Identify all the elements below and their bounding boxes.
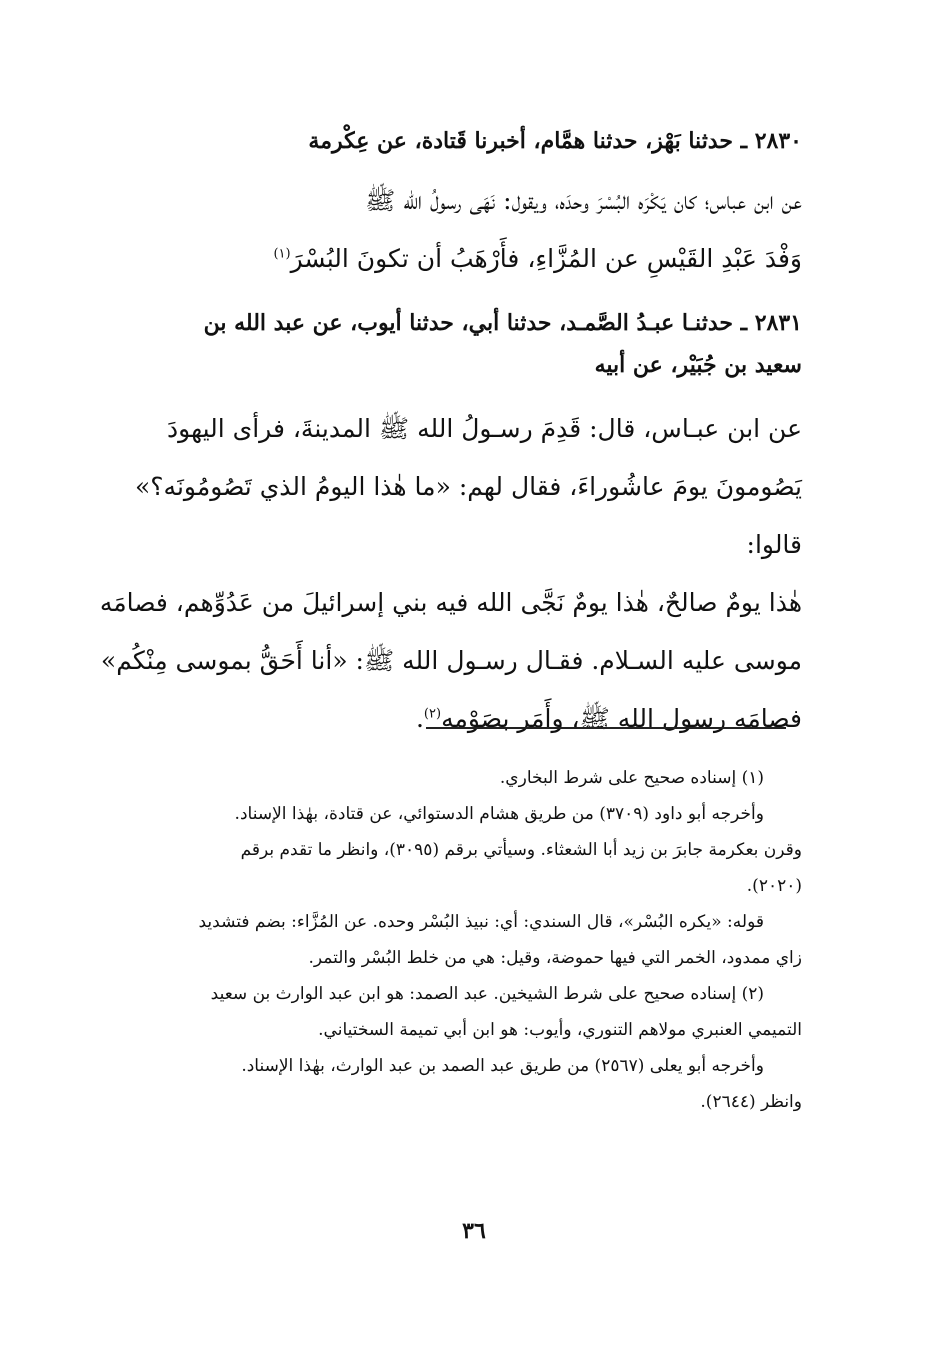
footnote-1-line-1: (١) إسناده صحيح على شرط البخاري.	[499, 768, 764, 788]
footnote-2-line-1: (٢) إسناده صحيح على شرط الشيخين. عبد الصمد: هو ابن عبد الوارث بن سعيد	[210, 984, 764, 1004]
hadith-2831-matn-line-2: يَصُومونَ يومَ عاشُوراءَ، فقال لهم: «ما هٰذا اليومُ الذي تَصُومُونَه؟» قالوا:	[134, 472, 802, 559]
page-number: ٣٦	[462, 1218, 486, 1244]
footnote-1-line-3: وقرن بعكرمة جابرَ بن زيد أبا الشعثاء. وسيأتي برقم (٣٠٩٥)، وانظر ما تقدم برقم	[240, 840, 802, 860]
footnote-2-line-4: وانظر (٢٦٤٤).	[700, 1092, 802, 1112]
footnote-ref-2: (٢)	[423, 706, 442, 722]
footnote-ref-1: (١)	[273, 246, 291, 262]
footnote-1-line-2: وأخرجه أبو داود (٣٧٠٩) من طريق هشام الدستوائي، عن قتادة، بهٰذا الإسناد.	[234, 804, 764, 824]
footnote-1-line-5: قوله: «يكره البُسْر»، قال السندي: أي: نبيذ البُسْر وحده. عن المُزَّاء: بضم فتشديد	[198, 912, 764, 932]
end-mark: .	[415, 704, 424, 733]
hadith-2831-matn-line-3: هٰذا يومٌ صالحٌ، هٰذا يومٌ نَجَّى الله فيه بني إسرائيلَ من عَدُوِّهم، فصامَه	[99, 588, 802, 617]
hadith-2831-isnad-line-2: سعيد بن جُبَيْر، عن أبيه	[594, 352, 802, 378]
hadith-2830-isnad: ٢٨٣٠ ـ حدثنا بَهْز، حدثنا همَّام، أخبرنا قَتادة، عن عِكْرمة	[308, 128, 802, 154]
hadith-2831-matn-line-5-text: فصامَه رسول الله ﷺ، وأَمَر بصَوْمه	[441, 704, 802, 733]
footnote-2-line-2: التميمي العنبري مولاهم التنوري، وأيوب: هو ابن أبي تميمة السختياني.	[318, 1020, 802, 1040]
main-text	[90, 120, 802, 748]
footnotes	[90, 760, 802, 1120]
footnote-separator	[426, 727, 786, 729]
hadith-2831-matn-line-5	[90, 690, 802, 748]
footnote-2-line-3: وأخرجه أبو يعلى (٢٥٦٧) من طريق عبد الصمد بن عبد الوارث، بهٰذا الإسناد.	[241, 1056, 764, 1076]
hadith-2831-isnad-line-1: ٢٨٣١ ـ حدثنـا عبـدُ الصَّمـد، حدثنا أبي، حدثنا أيوب، عن عبد الله بن	[203, 310, 802, 336]
footnote-1-line-6: زاي ممدود، الخمر التي فيها حموضة، وقيل: هي من خلط البُسْر والتمر.	[308, 948, 802, 968]
hadith-2831-matn-line-1: عن ابن عبـاس، قال: قَدِمَ رسـولُ الله ﷺ المدينةَ، فرأى اليهودَ	[167, 414, 802, 443]
hadith-2830-matn-line-1: عن ابن عباس؛ كان يَكْرَه البُسْرَ وحدَه، ويقول: نَهَى رسولُ الله ﷺ	[365, 186, 802, 215]
hadith-2831-matn-line-4: موسى عليه السـلام. فقـال رسـول الله ﷺ: «أنا أَحَقُّ بموسى مِنْكُم»	[100, 646, 802, 675]
hadith-2830-matn-line-2-text: وَفْدَ عَبْدِ القَيْسِ عن المُزَّاءِ، فأَرْهَبُ أن تكونَ البُسْرَ	[290, 244, 802, 273]
hadith-2830-matn-line-2	[90, 230, 802, 288]
footnote-1-line-4: (٢٠٢٠).	[746, 876, 802, 896]
